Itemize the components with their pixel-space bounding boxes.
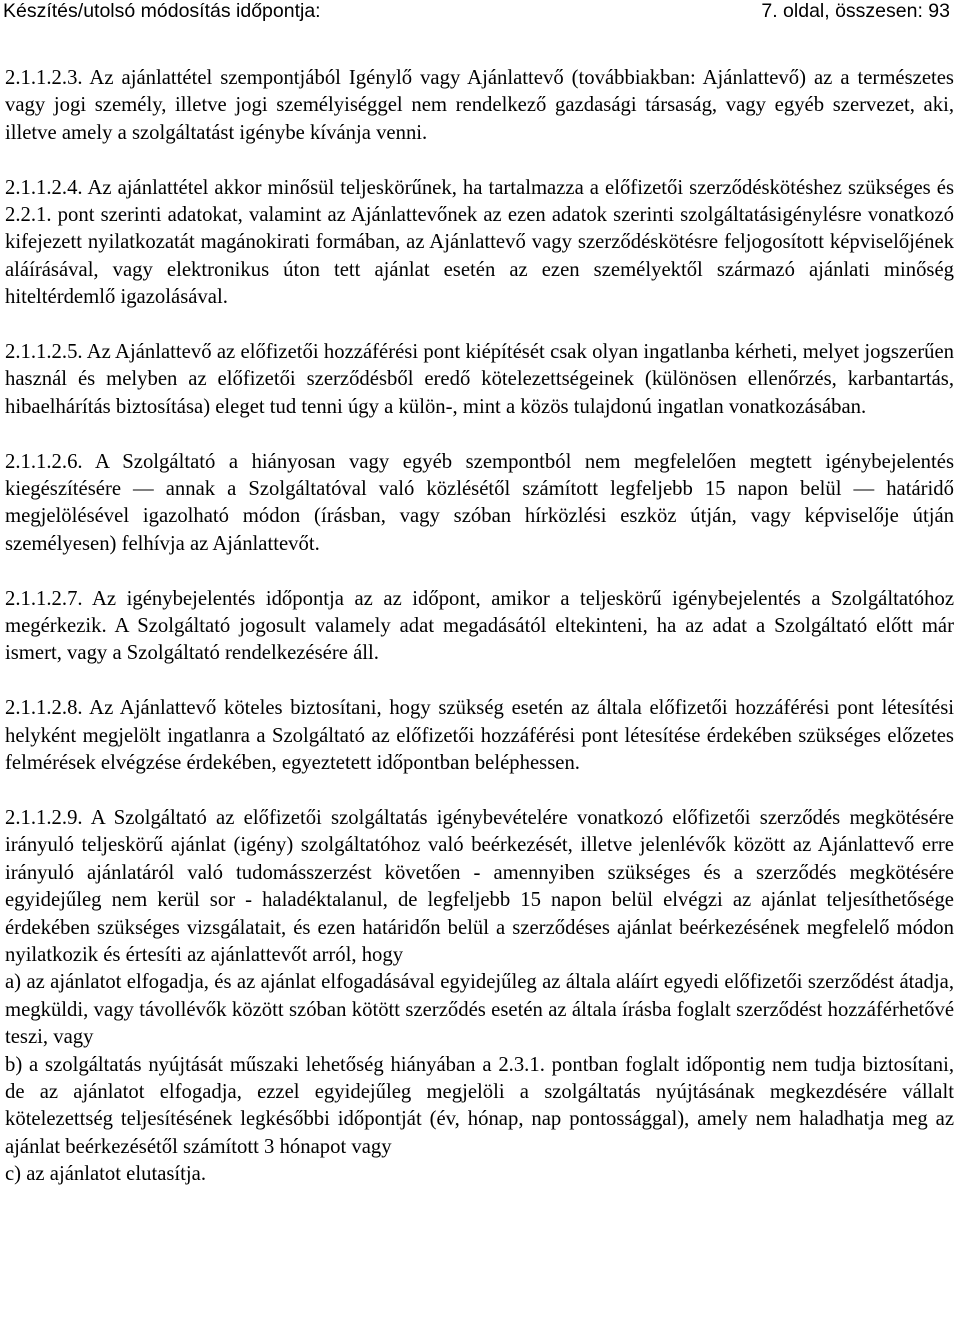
page-header — [3, 0, 950, 22]
paragraph-2-1-1-2-7 — [5, 586, 954, 668]
paragraph-text: 2.1.1.2.9. A Szolgáltató az előfizetői szolgáltatás igénybevételére vonatkozó előfizetői szerződés megkötésére irányuló teljeskörű ajánlat (igény) szolgáltatóhoz való beérkezését, illetve jelenlévők között az Ajánlattevő erre irányuló ajánlatáról való tudomásszerzést követően - amennyiben szükséges és a szerződés megkötésére egyidejűleg nem kerül sor - haladéktalanul, de legfeljebb 15 napon belül elvégzi az ajánlat teljesíthetősége érdekében szükséges vizsgálatait, és ezen határidőn belül a szerződéses ajánlat beérkezésének megfelelő módon nyilatkozik és értesíti az ajánlattevőt arról, hogy — [5, 806, 954, 966]
list-item-c: c) az ajánlatot elutasítja. — [5, 1163, 207, 1186]
paragraph-text: 2.1.1.2.5. Az Ajánlattevő az előfizetői hozzáférési pont kiépítését csak olyan ingatlanba kérheti, melyet jogszerűen használ és melyben az előfizetői szerződésből eredő kötelezettségeinek (különösen ellenőrzés, karbantartás, hibaelhárítás biztosítása) eleget tud tenni úgy a külön-, mint a közös tulajdonú ingatlan vonatkozásában. — [5, 341, 954, 418]
paragraph-2-1-1-2-4 — [5, 175, 954, 312]
paragraph-text: 2.1.1.2.3. Az ajánlattétel szempontjából Igénylő vagy Ajánlattevő (továbbiakban: Ajánlattevő) az a természetes vagy jogi személy, illetve jogi személyiséggel nem rendelkező gazdasági társaság, vagy egyéb szervezet, aki, illetve amely a szolgáltatást igénybe kívánja venni. — [5, 67, 954, 144]
paragraph-text: 2.1.1.2.6. A Szolgáltató a hiányosan vagy egyéb szempontból nem megfelelően megtett igénybejelentés kiegészítésére — annak a Szolgáltatóval való közlésétől számított legfeljebb 15 napon belül — határidő megjelölésével igazolható módon (írásban, vagy szóban hírközlési eszköz útján, vagy képviselője útján személyesen) felhívja az Ajánlattevőt. — [5, 450, 954, 555]
document-body — [5, 65, 954, 1189]
paragraph-2-1-1-2-9 — [5, 805, 954, 1189]
header-date-label: Készítés/utolsó módosítás időpontja: — [3, 0, 321, 22]
paragraph-2-1-1-2-6 — [5, 449, 954, 559]
paragraph-2-1-1-2-5 — [5, 339, 954, 421]
list-item-a: a) az ajánlatot elfogadja, és az ajánlat elfogadásával egyidejűleg az általa aláírt egyedi előfizetői szerződést átadja, megküldi, vagy távollévők között szóban kötött szerződés esetén az általa írásba foglalt szerződést hozzáférhetővé teszi, vagy — [5, 971, 954, 1049]
paragraph-text: 2.1.1.2.8. Az Ajánlattevő köteles biztosítani, hogy szükség esetén az általa előfizetői hozzáférési pont létesítési helyként megjelölt ingatlanra a Szolgáltató az előfizetői hozzáférési pont létesítése érdekében szükséges előzetes felmérések elvégzése érdekében, egyeztetett időpontban beléphessen. — [5, 697, 954, 775]
paragraph-text: 2.1.1.2.7. Az igénybejelentés időpontja az az időpont, amikor a teljeskörű igénybejelentés a Szolgáltatóhoz megérkezik. A Szolgáltató jogosult valamely adat megadásától eltekinteni, ha az adat a Szolgáltató előtt már ismert, vagy a Szolgáltató rendelkezésére áll. — [5, 587, 954, 665]
paragraph-text: 2.1.1.2.4. Az ajánlattétel akkor minősül teljeskörűnek, ha tartalmazza a előfizetői szerződéskötéshez szükséges és 2.2.1. pont szerinti adatokat, valamint az Ajánlattevőnek az ezen adatok szerinti szolgáltatásigénylésre vonatkozó kifejezett nyilatkozatát magánokirati formában, az Ajánlattevő vagy szerződéskötésre feljogosított képviselőjének aláírásával, vagy elektronikus úton tett ajánlat esetén az ezen személyektől származó ajánlati minőség hiteltérdemlő igazolásával. — [5, 176, 954, 309]
list-item-b: b) a szolgáltatás nyújtását műszaki lehetőség hiányában a 2.3.1. pontban foglalt időpontig nem tudja biztosítani, de az ajánlatot elfogadja, ezzel egyidejűleg megjelöli a szolgáltatás nyújtásának megkezdésére vállalt kötelezettség teljesítésének legkésőbbi időpontját (év, hónap, nap pontossággal), amely nem haladhatja meg az ajánlat beérkezésétől számított 3 hónapot vagy — [5, 1053, 954, 1158]
header-page-number: 7. oldal, összesen: 93 — [761, 0, 950, 22]
paragraph-2-1-1-2-3 — [5, 65, 954, 147]
paragraph-2-1-1-2-8 — [5, 695, 954, 777]
